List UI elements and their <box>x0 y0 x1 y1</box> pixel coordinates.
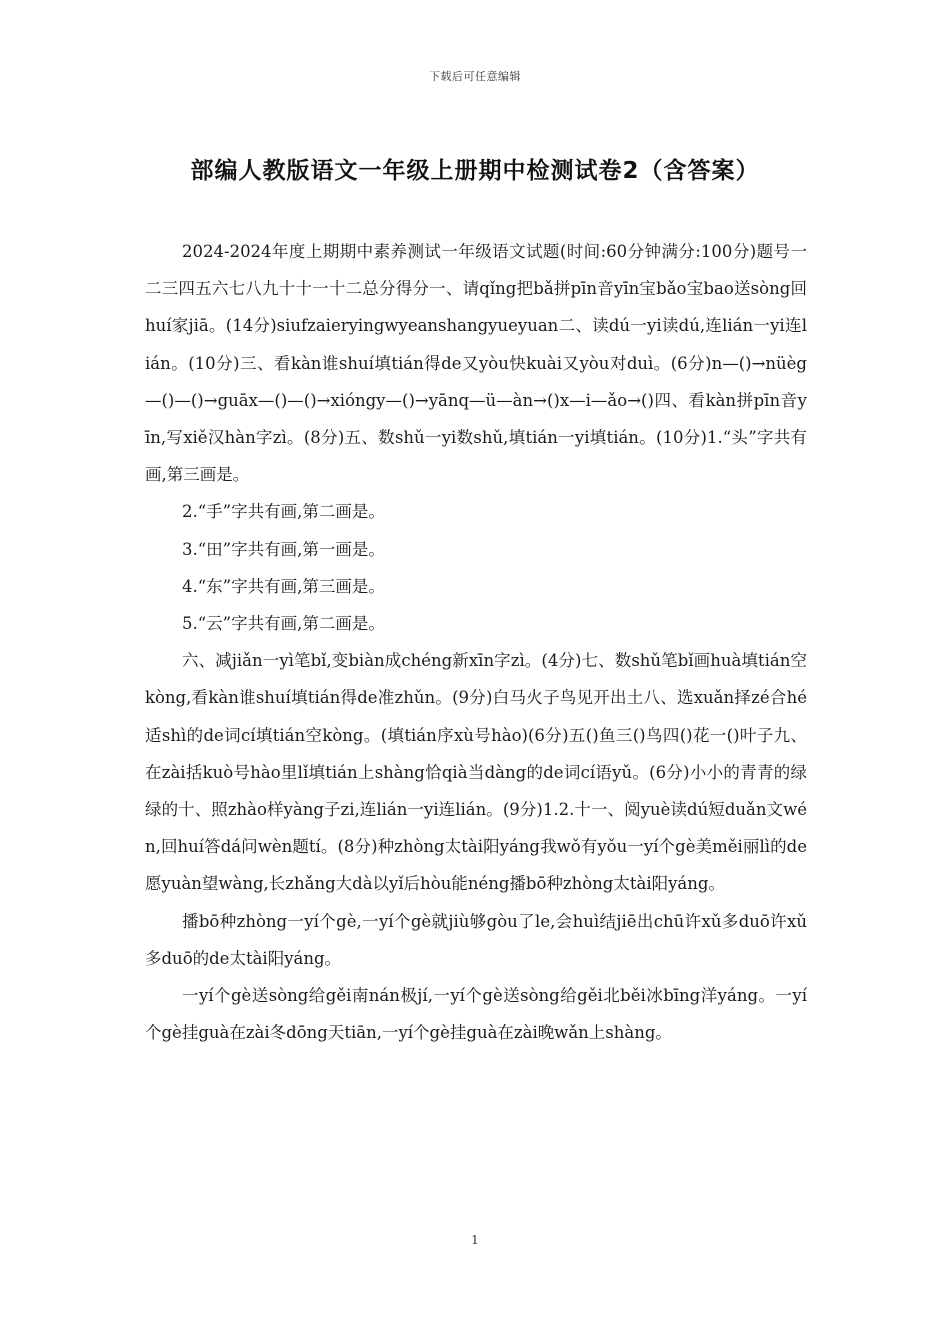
document-body <box>145 233 807 1051</box>
body-paragraph-item-4: 4.“东”字共有画,第三画是。 <box>182 576 385 596</box>
body-paragraph-reading-1: 播bō种zhòng一yí个gè,一yí个gè就jiù够gòu了le,会huì结jiē出chū许xǔ多duō许xǔ多duō的de太tài阳yáng。 <box>145 911 807 968</box>
body-paragraph-section-six: 六、减jiǎn一yì笔bǐ,变biàn成chéng新xīn字zì。(4分)七、数shǔ笔bǐ画huà填tián空kòng,看kàn谁shuí填tián得de准zhǔn。(9分)白马火子鸟见开出土八、选xuǎn择zé合hé适shì的de词cí填tián空kòng。(填tián序xù号hào)(6分)五()鱼三()鸟四()花一()叶子九、在zài括kuò号hào里lǐ填tián上shàng恰qià当dàng的de词cí语yǔ。(6分)小小的青青的绿绿的十、照zhào样yàng子zi,连lián一yi连lián。(9分)1.2.十一、阅yuè读dú短duǎn文wén,回huí答dá问wèn题tí。(8分)种zhòng太tài阳yáng我wǒ有yǒu一yí个gè美měi丽lì的de愿yuàn望wàng,长zhǎng大dà以yǐ后hòu能néng播bō种zhòng太tài阳yáng。 <box>145 651 807 894</box>
page-header-note: 下载后可任意编辑 <box>429 70 521 83</box>
body-paragraph-item-5: 5.“云”字共有画,第二画是。 <box>182 614 385 634</box>
body-paragraph-item-2: 2.“手”字共有画,第二画是。 <box>182 502 385 522</box>
body-paragraph-reading-2: 一yí个gè送sòng给gěi南nán极jí,一yí个gè送sòng给gěi北běi冰bīng洋yáng。一yí个gè挂guà在zài冬dōng天tiān,一yí个gè挂guà在zài晚wǎn上shàng。 <box>145 986 807 1043</box>
body-paragraph-intro: 2024-2024年度上期期中素养测试一年级语文试题(时间:60分钟满分:100分)题号一二三四五六七八九十十一十二总分得分一、请qǐng把bǎ拼pīn音yīn宝bǎo宝bao送sòng回huí家jiā。(14分)siufzaieryingwyeanshangyueyuan二、读dú一yi读dú,连lián一yi连lián。(10分)三、看kàn谁shuí填tián得de又yòu快kuài又yòu对duì。(6分)n—()→nüèg—()—()→guāx—()—()→xióngy—()→yānq—ü—àn→()x—i—ǎo→()四、看kàn拼pīn音yīn,写xiě汉hàn字zì。(8分)五、数shǔ一yi数shǔ,填tián一yi填tián。(10分)1.“头”字共有画,第三画是。 <box>145 242 807 485</box>
page-number: 1 <box>471 1233 479 1247</box>
document-title: 部编人教版语文一年级上册期中检测试卷2（含答案） <box>190 158 760 184</box>
body-paragraph-item-3: 3.“田”字共有画,第一画是。 <box>182 539 385 559</box>
